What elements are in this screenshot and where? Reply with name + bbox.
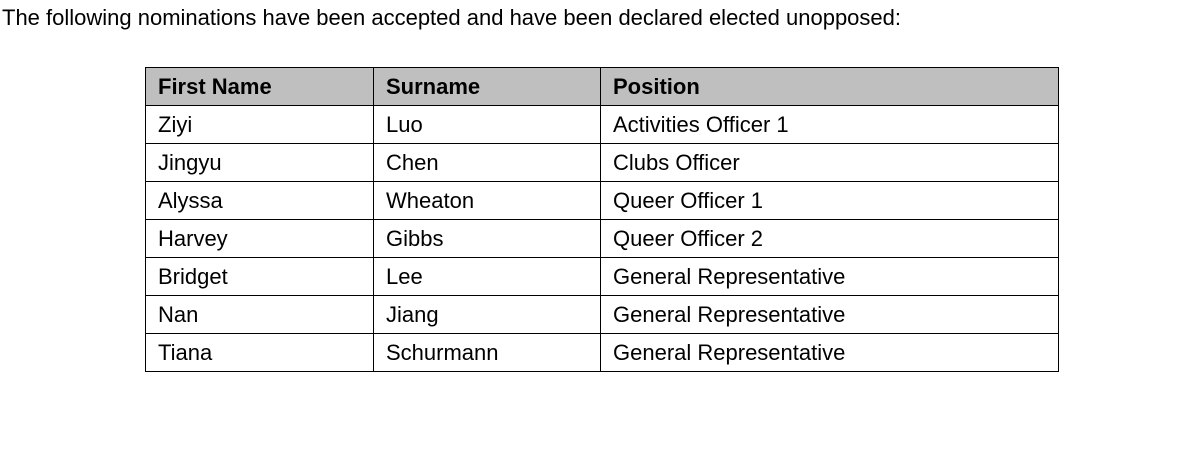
cell-surname: Lee bbox=[374, 258, 601, 296]
table-row bbox=[146, 106, 1059, 144]
table-row bbox=[146, 220, 1059, 258]
table-row bbox=[146, 296, 1059, 334]
cell-surname: Chen bbox=[374, 144, 601, 182]
cell-position: Clubs Officer bbox=[601, 144, 1059, 182]
table-row bbox=[146, 182, 1059, 220]
cell-first-name: Tiana bbox=[146, 334, 374, 372]
table-row bbox=[146, 334, 1059, 372]
table-row bbox=[146, 144, 1059, 182]
nominations-table bbox=[145, 67, 1059, 372]
cell-surname: Jiang bbox=[374, 296, 601, 334]
cell-position: Queer Officer 2 bbox=[601, 220, 1059, 258]
cell-position: Activities Officer 1 bbox=[601, 106, 1059, 144]
header-cell-first-name: First Name bbox=[146, 68, 374, 106]
cell-surname: Wheaton bbox=[374, 182, 601, 220]
cell-surname: Schurmann bbox=[374, 334, 601, 372]
cell-first-name: Harvey bbox=[146, 220, 374, 258]
cell-position: Queer Officer 1 bbox=[601, 182, 1059, 220]
cell-first-name: Jingyu bbox=[146, 144, 374, 182]
cell-first-name: Ziyi bbox=[146, 106, 374, 144]
cell-first-name: Nan bbox=[146, 296, 374, 334]
cell-surname: Luo bbox=[374, 106, 601, 144]
cell-surname: Gibbs bbox=[374, 220, 601, 258]
cell-first-name: Bridget bbox=[146, 258, 374, 296]
header-cell-surname: Surname bbox=[374, 68, 601, 106]
table-row bbox=[146, 258, 1059, 296]
intro-text: The following nominations have been accepted and have been declared elected unopposed: bbox=[2, 5, 901, 30]
cell-position: General Representative bbox=[601, 296, 1059, 334]
table-header-row bbox=[146, 68, 1059, 106]
cell-position: General Representative bbox=[601, 334, 1059, 372]
cell-first-name: Alyssa bbox=[146, 182, 374, 220]
header-cell-position: Position bbox=[601, 68, 1059, 106]
cell-position: General Representative bbox=[601, 258, 1059, 296]
